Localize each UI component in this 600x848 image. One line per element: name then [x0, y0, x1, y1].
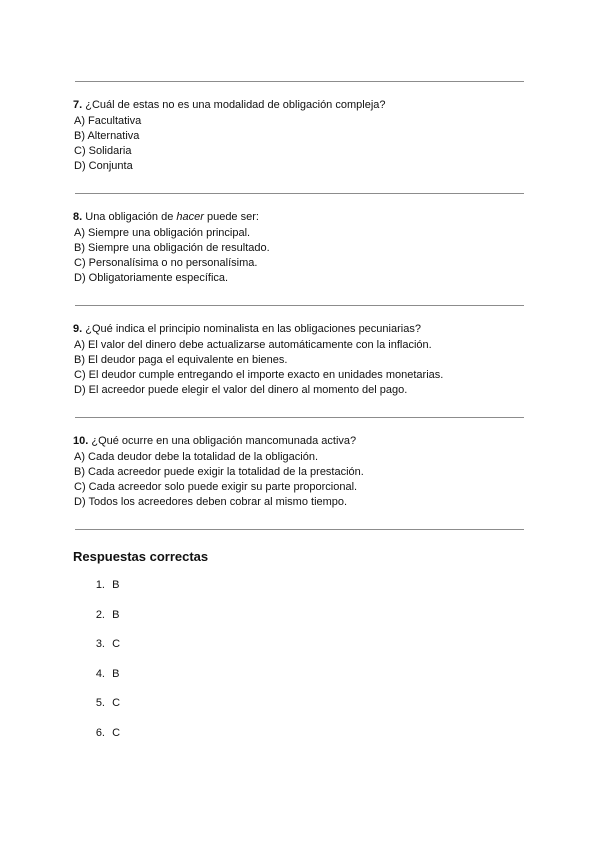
- option-a: A) Facultativa: [74, 115, 142, 127]
- list-item: [73, 667, 120, 697]
- divider: [75, 305, 524, 306]
- option-d: D) Todos los acreedores deben cobrar al mismo tiempo.: [74, 496, 348, 508]
- list-item: [73, 637, 120, 667]
- divider: [75, 193, 524, 194]
- question-number: 8.: [73, 211, 83, 223]
- answer-value: B: [112, 579, 120, 591]
- option-c: C) Solidaria: [74, 145, 132, 157]
- option-c: C) El deudor cumple entregando el importe exacto en unidades monetarias.: [74, 369, 444, 381]
- question-stem: [73, 322, 528, 337]
- list-item: [73, 726, 120, 756]
- option-c: C) Cada acreedor solo puede exigir su parte proporcional.: [74, 481, 358, 493]
- question-text-emphasis: hacer: [176, 211, 204, 223]
- option-b: B) Siempre una obligación de resultado.: [74, 242, 270, 254]
- option-b: B) Alternativa: [74, 130, 140, 142]
- list-item: [73, 696, 120, 726]
- option-c: C) Personalísima o no personalísima.: [74, 257, 258, 269]
- list-item: [73, 608, 120, 638]
- answer-number: 4.: [95, 667, 105, 680]
- question-text: ¿Qué indica el principio nominalista en las obligaciones pecuniarias?: [85, 323, 421, 335]
- answers-list: [73, 578, 120, 755]
- divider: [75, 529, 524, 530]
- question-7: [73, 98, 528, 174]
- option-b: B) Cada acreedor puede exigir la totalidad de la prestación.: [74, 466, 364, 478]
- answer-value: B: [112, 667, 120, 680]
- option-b: B) El deudor paga el equivalente en bienes.: [74, 354, 288, 366]
- answer-number: 5.: [95, 697, 105, 709]
- option-d: D) El acreedor puede elegir el valor del dinero al momento del pago.: [74, 384, 408, 396]
- question-stem: [73, 210, 528, 225]
- question-8: [73, 210, 528, 286]
- answer-number: 2.: [95, 608, 105, 621]
- answer-number: 6.: [95, 726, 105, 739]
- divider: [75, 417, 524, 418]
- answer-value: B: [112, 608, 120, 621]
- option-d: D) Obligatoriamente específica.: [74, 272, 229, 284]
- question-stem: [73, 434, 528, 449]
- question-text-before: Una obligación de: [85, 211, 177, 223]
- question-text: ¿Qué ocurre en una obligación mancomunada activa?: [91, 435, 357, 447]
- question-text-after: puede ser:: [203, 211, 259, 223]
- list-item: [73, 578, 120, 608]
- question-10: [73, 434, 528, 510]
- answers-heading: Respuestas correctas: [73, 549, 209, 564]
- question-9: [73, 322, 528, 398]
- option-a: A) Cada deudor debe la totalidad de la obligación.: [74, 451, 319, 463]
- answer-number: 1.: [95, 579, 105, 591]
- answer-value: C: [112, 726, 121, 739]
- question-number: 9.: [73, 323, 83, 335]
- option-d: D) Conjunta: [74, 160, 133, 172]
- question-text: ¿Cuál de estas no es una modalidad de obligación compleja?: [85, 99, 386, 111]
- option-a: A) Siempre una obligación principal.: [74, 227, 251, 239]
- answer-value: C: [112, 638, 121, 650]
- question-number: 7.: [73, 99, 83, 111]
- question-number: 10.: [73, 435, 89, 447]
- question-stem: [73, 98, 528, 113]
- answer-number: 3.: [95, 638, 105, 650]
- answer-value: C: [112, 697, 121, 709]
- divider: [75, 81, 524, 82]
- option-a: A) El valor del dinero debe actualizarse automáticamente con la inflación.: [74, 339, 432, 351]
